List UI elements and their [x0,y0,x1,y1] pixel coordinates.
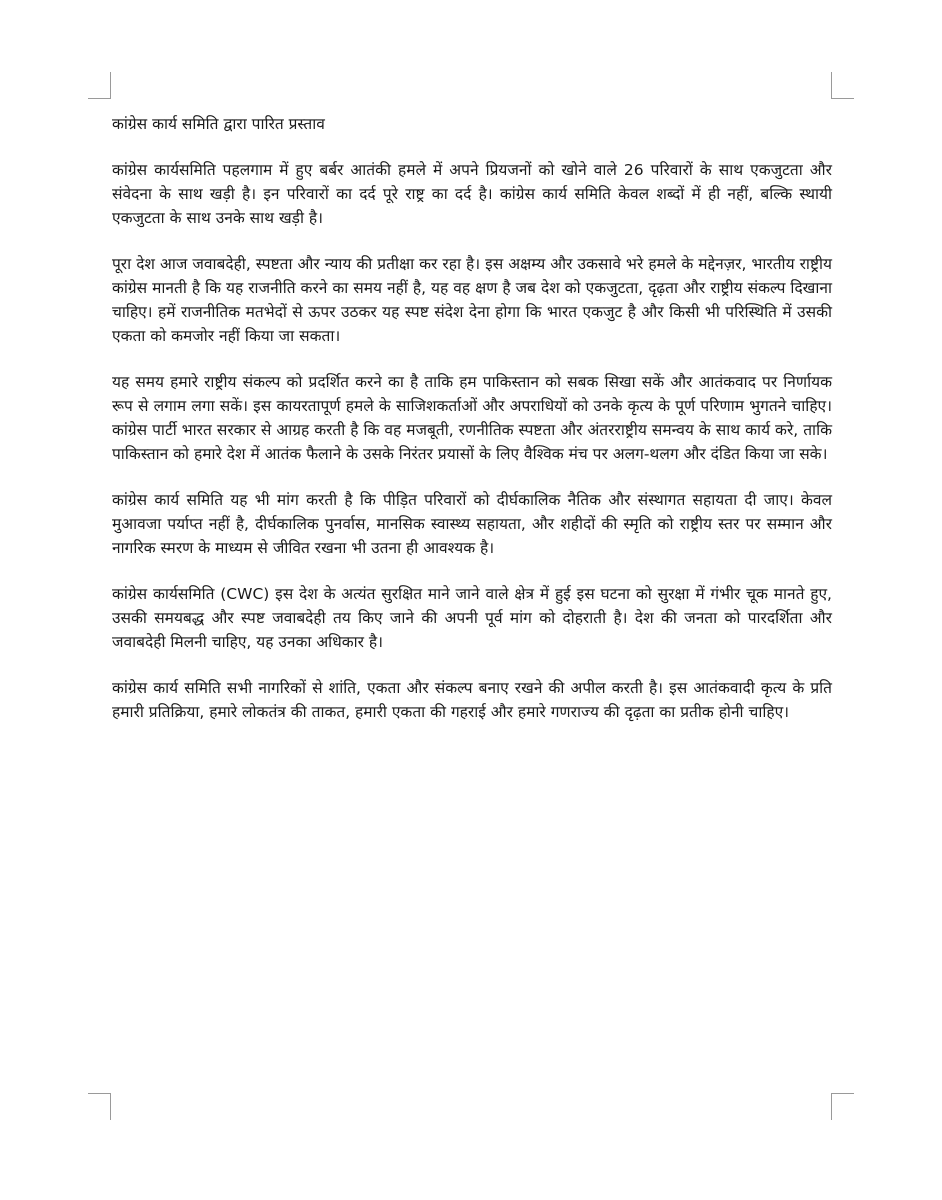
paragraph-3: यह समय हमारे राष्ट्रीय संकल्प को प्रदर्शित करने का है ताकि हम पाकिस्तान को सबक सिखा सकें और आतंकवाद पर निर्णायक रूप से लगाम लगा सकें। इस कायरतापूर्ण हमले के साजिशकर्ताओं और अपराधियों को उनके कृत्य के पूर्ण परिणाम भुगतने चाहिए। कांग्रेस पार्टी भारत सरकार से आग्रह करती है कि वह मजबूती, रणनीतिक स्पष्टता और अंतरराष्ट्रीय समन्वय के साथ कार्य करे, ताकि पाकिस्तान को हमारे देश में आतंक फैलाने के उसके निरंतर प्रयासों के लिए वैश्विक मंच पर अलग-थलग और दंडित किया जा सके। [112,373,832,463]
paragraph-6: कांग्रेस कार्य समिति सभी नागरिकों से शांति, एकता और संकल्प बनाए रखने की अपील करती है। इस आतंकवादी कृत्य के प्रति हमारी प्रतिक्रिया, हमारे लोकतंत्र की ताकत, हमारी एकता की गहराई और हमारे गणराज्य की दृढ़ता का प्रतीक होनी चाहिए। [112,679,832,721]
corner-mark-bottom-right [831,1093,854,1120]
document-body [112,112,832,746]
corner-mark-bottom-left [88,1093,111,1120]
document-title: कांग्रेस कार्य समिति द्वारा पारित प्रस्ताव [112,115,325,133]
paragraph-5: कांग्रेस कार्यसमिति (CWC) इस देश के अत्यंत सुरक्षित माने जाने वाले क्षेत्र में हुई इस घटना को सुरक्षा में गंभीर चूक मानते हुए, उसकी समयबद्ध और स्पष्ट जवाबदेही तय किए जाने की अपनी पूर्व मांग को दोहराती है। देश की जनता को पारदर्शिता और जवाबदेही मिलनी चाहिए, यह उनका अधिकार है। [112,585,832,651]
paragraph-2: पूरा देश आज जवाबदेही, स्पष्टता और न्याय की प्रतीक्षा कर रहा है। इस अक्षम्य और उकसावे भरे हमले के मद्देनज़र, भारतीय राष्ट्रीय कांग्रेस मानती है कि यह राजनीति करने का समय नहीं है, यह वह क्षण है जब देश को एकजुटता, दृढ़ता और राष्ट्रीय संकल्प दिखाना चाहिए। हमें राजनीतिक मतभेदों से ऊपर उठकर यह स्पष्ट संदेश देना होगा कि भारत एकजुट है और किसी भी परिस्थिति में उसकी एकता को कमजोर नहीं किया जा सकता। [112,255,832,345]
corner-mark-top-right [831,72,854,99]
paragraph-1: कांग्रेस कार्यसमिति पहलगाम में हुए बर्बर आतंकी हमले में अपने प्रियजनों को खोने वाले 26 परिवारों के साथ एकजुटता और संवेदना के साथ खड़ी है। इन परिवारों का दर्द पूरे राष्ट्र का दर्द है। कांग्रेस कार्य समिति केवल शब्दों में ही नहीं, बल्कि स्थायी एकजुटता के साथ उनके साथ खड़ी है। [112,161,832,227]
corner-mark-top-left [88,72,111,99]
paragraph-4: कांग्रेस कार्य समिति यह भी मांग करती है कि पीड़ित परिवारों को दीर्घकालिक नैतिक और संस्थागत सहायता दी जाए। केवल मुआवजा पर्याप्त नहीं है, दीर्घकालिक पुनर्वास, मानसिक स्वास्थ्य सहायता, और शहीदों की स्मृति को राष्ट्रीय स्तर पर सम्मान और नागरिक स्मरण के माध्यम से जीवित रखना भी उतना ही आवश्यक है। [112,491,832,557]
